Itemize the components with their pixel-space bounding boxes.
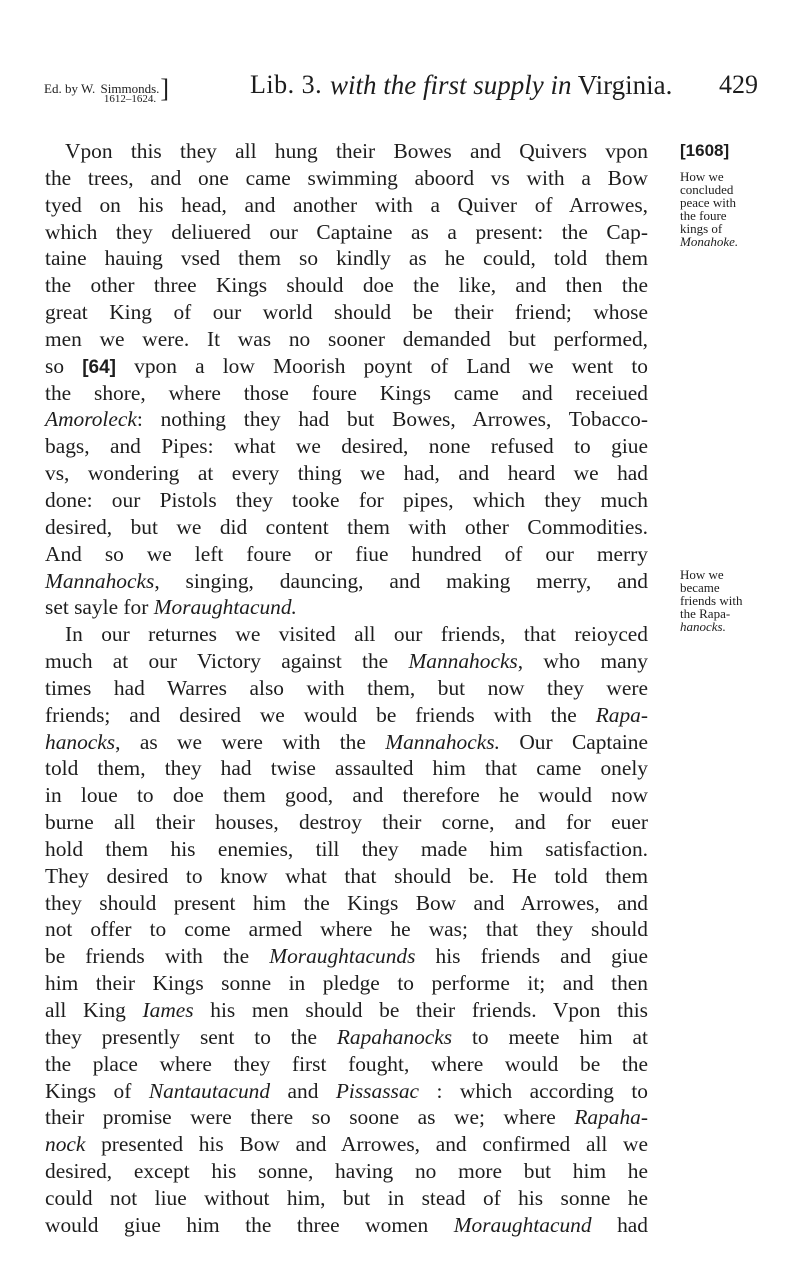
text-span: all King — [45, 998, 126, 1022]
body-text — [45, 138, 648, 1239]
text-line: in loue to doe them good, and therefore he would now — [45, 783, 648, 808]
proper-name: Rapa- — [595, 702, 648, 727]
text-span: , who many — [517, 649, 648, 674]
text-span: to meete him at — [471, 1024, 648, 1049]
text-line: And so we left foure or fiue hundred of our merry — [45, 541, 648, 566]
proper-name: Mannahocks — [408, 649, 518, 674]
text-line — [45, 138, 648, 165]
proper-name: hanocks — [45, 729, 116, 754]
proper-name: Iames — [142, 998, 194, 1022]
running-title — [330, 70, 672, 101]
proper-name: Nantautacund — [148, 1078, 271, 1103]
ed-by: Ed. by W. — [44, 81, 96, 96]
editor-dates: 1612–1624. — [103, 93, 157, 105]
text-line: told them, they had twise assaulted him that came onely — [45, 756, 648, 781]
text-line: times had Warres also with them, but now they were — [45, 675, 648, 700]
margin-note-line: How we — [680, 567, 724, 582]
running-header — [44, 68, 758, 108]
margin-note-line: the foure — [680, 208, 727, 223]
text-line: tyed on his head, and another with a Quiver of Arrowes, — [45, 192, 648, 217]
text-line: him their Kings sonne in pledge to performe it; and then — [45, 971, 648, 996]
proper-name: Rapahanocks — [336, 1024, 453, 1049]
proper-name: Mannahocks. — [385, 729, 500, 754]
text-line — [45, 621, 648, 648]
proper-name: nock — [45, 1132, 86, 1157]
text-line — [45, 648, 648, 675]
text-line: done: our Pistols they tooke for pipes, which they much — [45, 487, 648, 512]
text-line: not offer to come armed where he was; that they should — [45, 917, 648, 942]
text-line: burne all their houses, destroy their corne, and for euer — [45, 810, 648, 835]
text-line: taine hauing vsed them so kindly as he could, told them — [45, 246, 648, 271]
text-span: so — [45, 353, 65, 378]
margin-note-line: Monahoke. — [680, 234, 739, 249]
text-span: be friends with the — [45, 944, 250, 969]
text-line: hold them his enemies, till they made him satisfaction. — [45, 836, 648, 861]
text-span: had — [617, 1212, 648, 1237]
proper-name: Rapaha- — [574, 1105, 648, 1130]
margin-year: [1608] — [680, 141, 730, 160]
text-line — [45, 594, 648, 621]
text-line: vs, wondering at every thing we had, and heard we had — [45, 461, 648, 486]
text-span: presented his Bow and Arrowes, and confirmed all we — [101, 1132, 648, 1157]
margin-note-line: How we — [680, 169, 724, 184]
text-span: vpon a low Moorish poynt of Land we went to — [134, 353, 648, 378]
text-span: set sayle for — [45, 595, 149, 620]
text-span: their promise were there so soone as we; where — [45, 1105, 556, 1130]
margin-note-line: became — [680, 580, 720, 595]
header-bracket: ] — [160, 74, 170, 103]
margin-note-line: friends with — [680, 593, 743, 608]
margin-note-friends — [680, 568, 780, 633]
margin-note-line: concluded — [680, 182, 734, 197]
text-line — [45, 1212, 648, 1239]
text-span: his men should be their friends. Vpon this — [210, 998, 648, 1022]
editor-credit — [44, 74, 169, 105]
proper-name: Moraughtacunds — [269, 944, 416, 969]
text-line: desired, but we did content them with other Commodities. — [45, 514, 648, 539]
text-line — [45, 568, 648, 595]
text-line: the shore, where those foure Kings came and receiued — [45, 380, 648, 405]
proper-name: Mannahocks — [45, 568, 155, 593]
proper-name: Moraughtacund — [453, 1212, 592, 1237]
text-line — [45, 729, 648, 756]
margin-note-line: peace with — [680, 195, 736, 210]
text-span: much at our Victory against the — [45, 649, 389, 674]
book-number: Lib. 3. — [250, 70, 323, 99]
proper-name: Amoroleck — [45, 407, 137, 432]
text-line — [45, 406, 648, 433]
text-line — [45, 997, 648, 1024]
text-span: : which according to — [436, 1078, 649, 1103]
text-span: Our Captaine — [519, 729, 648, 754]
text-span: , as we were with the — [115, 729, 366, 754]
text-line: they should present him the Kings Bow and Arrowes, and — [45, 890, 648, 915]
text-line: which they deliuered our Captaine as a present: the Cap- — [45, 219, 648, 244]
text-line — [45, 1131, 648, 1158]
running-title-roman: Virginia. — [577, 70, 673, 100]
text-span: his friends and giue — [435, 944, 648, 969]
margin-note-line: kings of — [680, 221, 723, 236]
margin-note-line: the Rapa- — [680, 606, 731, 621]
text-line: the place where they first fought, where would be the — [45, 1051, 648, 1076]
text-line: desired, except his sonne, having no more but him he — [45, 1159, 648, 1184]
text-line: the other three Kings should doe the like, and then the — [45, 273, 648, 298]
text-span: In our returnes we visited all our friends, that reioyced — [65, 622, 648, 647]
text-line: could not liue without him, but in stead of his sonne he — [45, 1185, 648, 1210]
page-number: 429 — [719, 70, 758, 99]
text-line: They desired to know what that should be. He told them — [45, 863, 648, 888]
text-span: , singing, dauncing, and making merry, and — [154, 568, 648, 593]
text-span: they presently sent to the — [45, 1024, 317, 1049]
text-span: : nothing they had but Bowes, Arrowes, Tobacco- — [136, 407, 648, 432]
editor-name: Simmonds. — [100, 81, 160, 96]
text-span: Kings of — [45, 1078, 132, 1103]
text-line: bags, and Pipes: what we desired, none refused to giue — [45, 434, 648, 459]
text-line — [45, 1024, 648, 1051]
proper-name: Moraughtacund. — [153, 595, 297, 620]
text-span: and — [287, 1078, 319, 1103]
text-line — [45, 1104, 648, 1131]
text-line — [45, 353, 648, 380]
text-line — [45, 943, 648, 970]
text-span: friends; and desired we would be friends with the — [45, 702, 577, 727]
editor-stack — [101, 83, 160, 105]
margin-note-peace — [680, 170, 780, 248]
page-marker: [64] — [82, 356, 116, 378]
text-line — [45, 702, 648, 729]
text-line: great King of our world should be their friend; whose — [45, 300, 648, 325]
text-line — [45, 1078, 648, 1105]
running-title-italic: with the first supply in — [330, 70, 572, 100]
text-line: men we were. It was no sooner demanded but performed, — [45, 326, 648, 351]
text-span: Vpon this they all hung their Bowes and Quivers vpon — [65, 139, 648, 163]
text-line: the trees, and one came swimming aboord vs with a Bow — [45, 165, 648, 190]
margin-note-line: hanocks. — [680, 619, 726, 634]
text-span: would giue him the three women — [45, 1212, 429, 1237]
proper-name: Pissassac — [335, 1078, 420, 1103]
